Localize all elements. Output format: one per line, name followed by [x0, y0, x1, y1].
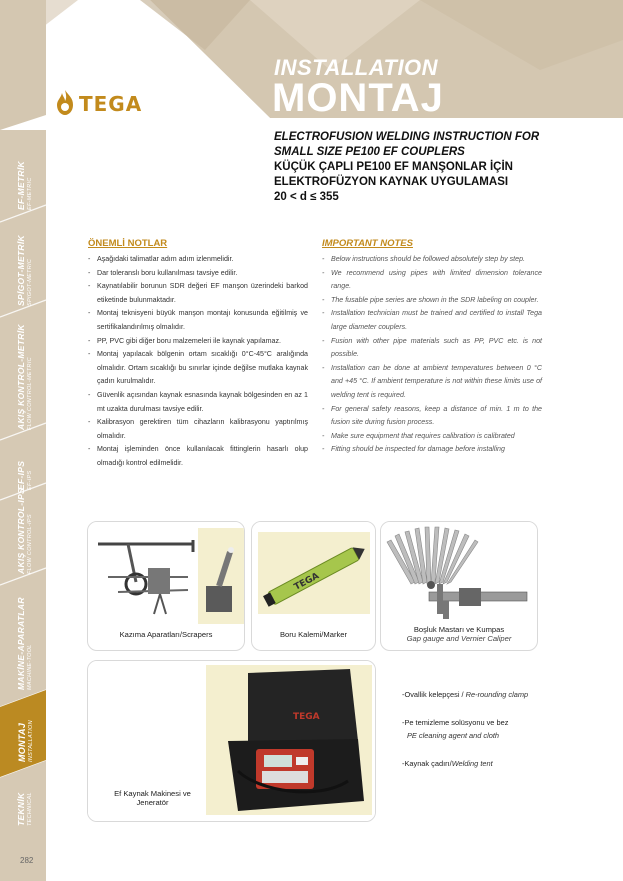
- list-item: - Montaj yapılacak bölgenin ortam sıcaklığı 0°C-45°C aralığında olmalıdır. Ortam sıcaklığı bu sınırlar içinde değilse mutlaka kaynak çadırı kurulmalıdır.: [88, 348, 308, 389]
- section-title-en: INSTALLATION: [274, 55, 439, 80]
- tool-label-en: PE cleaning agent and cloth: [407, 731, 500, 740]
- product-label-tr: Boşluk Mastarı ve Kumpas: [413, 625, 505, 634]
- scrapers-image: [88, 522, 244, 626]
- sidebar-item-sublabel: MACHINE-TOOL: [27, 644, 33, 690]
- tool-label-tr: -Kaynak çadırı/: [402, 759, 452, 768]
- page-number: 282: [20, 856, 34, 865]
- sidebar-item-label: EF-IPS: [16, 460, 26, 490]
- sidebar-item-sublabel: INSTALLATION: [28, 720, 34, 762]
- sidebar-item-sublabel: EF-IPS: [27, 470, 33, 490]
- title-line: SMALL SIZE PE100 EF COUPLERS: [274, 146, 465, 158]
- page-title: [274, 130, 539, 205]
- marker-image: [252, 522, 375, 626]
- product-card-marker: [251, 521, 376, 651]
- tool-item-clamp: [402, 688, 528, 701]
- list-item: - Kaynatılabilir borunun SDR değeri EF manşon üzerindeki barkod etiketinde bulunmaktadır.: [88, 280, 308, 307]
- sidebar-item-sublabel: SPIGOT-METRIC: [27, 258, 33, 306]
- tool-label-tr: -Ovallik kelepçesi /: [402, 690, 466, 699]
- product-label: Boru Kalemi/Marker: [279, 630, 348, 639]
- list-item: - Kalibrasyon gerektiren tüm cihazların kalibrasyonu yaptırılmış olmalıdır.: [88, 416, 308, 443]
- title-line: KÜÇÜK ÇAPLI PE100 EF MANŞONLAR İÇİN: [274, 161, 513, 173]
- list-item: - Montaj işleminden önce kullanılacak fittinglerin hasarlı olup olmadığı kontrol edilmelidir.: [88, 443, 308, 470]
- sidebar-item-label: MAKİNE-APARATLAR: [16, 597, 26, 690]
- list-item: - Below instructions should be followed absolutely step by step.: [322, 253, 542, 267]
- sidebar-item-label: MONTAJ: [17, 722, 27, 762]
- list-item: - Fusion with other pipe materials such as PP, PVC etc. is not possible.: [322, 335, 542, 362]
- product-card-machine: [87, 660, 376, 822]
- list-item: - We recommend using pipes with limited dimension tolerance range.: [322, 267, 542, 294]
- product-label: Kazıma Aparatları/Scrapers: [119, 630, 213, 639]
- list-item: - Make sure equipment that requires calibration is calibrated: [322, 430, 542, 444]
- title-line: ELEKTROFÜZYON KAYNAK UYGULAMASI: [274, 176, 509, 188]
- list-item: - Installation technician must be trained and certified to install Tega large diameter couplers.: [322, 307, 542, 334]
- sidebar-item-label: AKIŞ KONTROL-METRİK: [16, 324, 26, 430]
- product-card-scrapers: [87, 521, 245, 651]
- sidebar-item-label: EF-METRİK: [16, 161, 26, 210]
- section-title-tr: MONTAJ: [272, 76, 444, 120]
- sidebar-item-label: TEKNİK: [16, 792, 26, 826]
- list-item: - Fitting should be inspected for damage before installing: [322, 443, 542, 457]
- case-brand: TEGA: [293, 712, 320, 722]
- notes-heading-tr: ÖNEMLİ NOTLAR: [88, 238, 168, 249]
- notes-list-tr: [88, 253, 308, 471]
- product-label-line: Jeneratör: [136, 798, 169, 807]
- sidebar-item-sublabel: FLOW CONTROL-METRIC: [27, 357, 33, 430]
- list-item: - Dar toleranslı boru kullanılması tavsiye edilir.: [88, 267, 308, 281]
- brand-logo: [55, 88, 145, 118]
- product-label: [381, 625, 537, 643]
- tool-item-tent: [402, 757, 493, 770]
- list-item: - Montaj teknisyeni büyük manşon montajı konusunda eğitilmiş ve sertifikalandırılmış olmalıdır.: [88, 307, 308, 334]
- sidebar-item-label: SPİGOT-METRİK: [16, 235, 26, 306]
- list-item: - PP, PVC gibi diğer boru malzemeleri ile kaynak yapılamaz.: [88, 335, 308, 349]
- sidebar-item-label: AKIŞ KONTROL-IPS: [16, 487, 26, 574]
- list-item: - Aşağıdaki talimatlar adım adım izlenmelidir.: [88, 253, 308, 267]
- sidebar-item-sublabel: FLOW CONTROL-IPS: [27, 514, 33, 574]
- tool-label-tr: -Pe temizleme solüsyonu ve bez: [402, 718, 509, 727]
- title-line: 20 < d ≤ 355: [274, 191, 339, 203]
- product-label: [88, 789, 217, 807]
- notes-heading-en: IMPORTANT NOTES: [322, 238, 413, 249]
- tool-label-en: Re-rounding clamp: [465, 690, 529, 699]
- marker-brand: TEGA: [292, 571, 321, 593]
- gauge-image: [381, 522, 537, 622]
- notes-list-en: [322, 253, 542, 457]
- list-item: - Installation can be done at ambient temperatures between 0 °C and +45 °C. If ambient temperature is not within these limits use of welding tent is required.: [322, 362, 542, 403]
- product-label-en: Gap gauge and Vernier Caliper: [406, 634, 512, 643]
- brand-wordmark: TEGA: [79, 92, 143, 116]
- list-item: - The fusable pipe series are shown in the SDR labeling on coupler.: [322, 294, 542, 308]
- product-card-gauge: [380, 521, 538, 651]
- product-label-line: Ef Kaynak Makinesi ve: [114, 789, 191, 798]
- tool-item-cleaning: [402, 716, 508, 742]
- list-item: - For general safety reasons, keep a distance of min. 1 m to the fusion site during fusion process.: [322, 403, 542, 430]
- list-item: - Güvenlik açısından kaynak esnasında kaynak bölgesinden en az 1 mt uzakta durulması tavsiye edilir.: [88, 389, 308, 416]
- tool-label-en: Welding tent: [451, 759, 493, 768]
- title-line: ELECTROFUSION WELDING INSTRUCTION FOR: [274, 131, 540, 143]
- sidebar-item-sublabel: EF-METRIC: [27, 177, 33, 210]
- sidebar-item-sublabel: TECHNICAL: [27, 792, 33, 826]
